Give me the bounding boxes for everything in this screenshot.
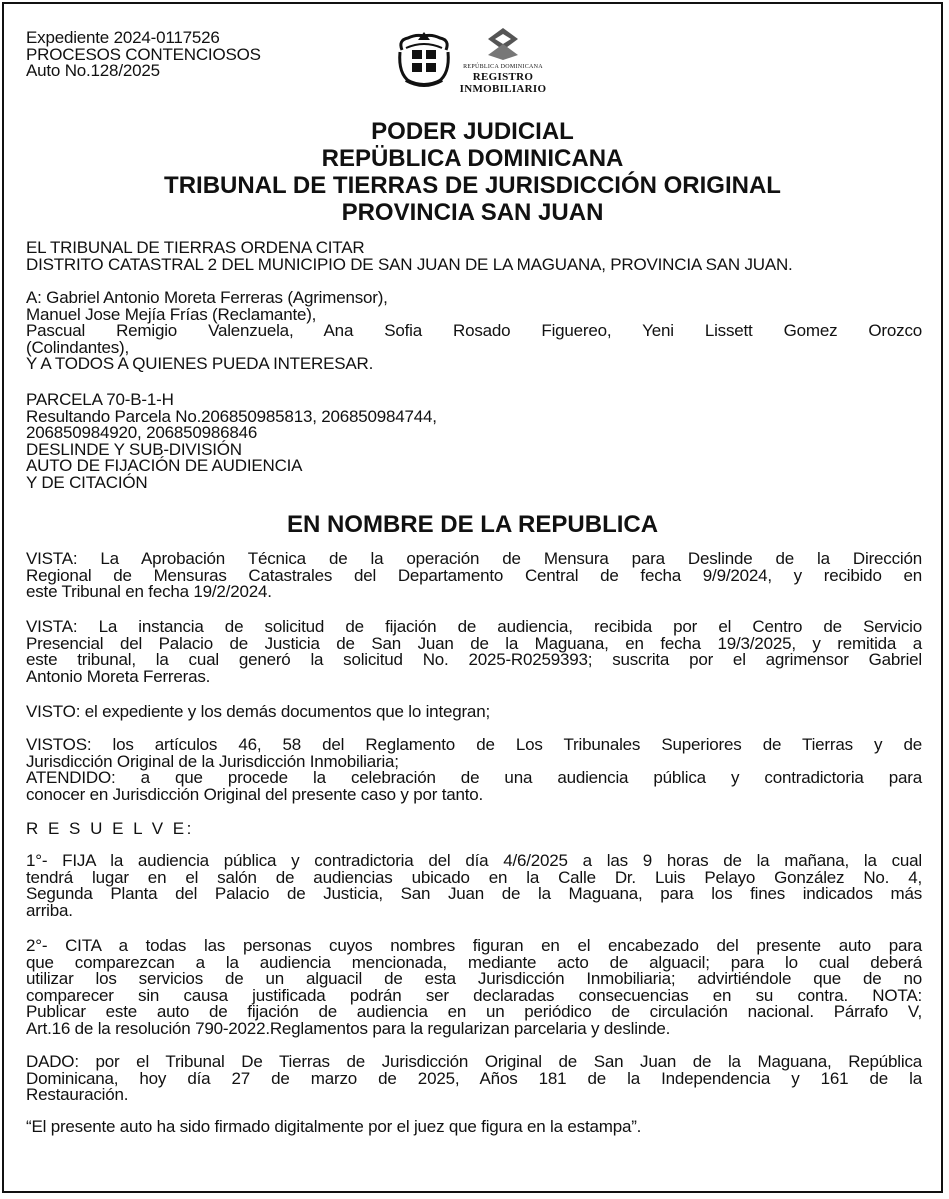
visto-paragraph <box>26 704 922 721</box>
title-line-1: PODER JUDICIAL <box>371 118 574 145</box>
parcel-line-2: Resultando Parcela No.206850985813, 206850984744, <box>26 406 437 426</box>
punto2-line: Art.16 de la resolución 790-2022.Reglamentos para la regularizan parcelaria y deslinde. <box>26 1018 671 1038</box>
parcel-line-6: Y DE CITACIÓN <box>26 472 148 492</box>
process-type: PROCESOS CONTENCIOSOS <box>26 44 261 64</box>
punto1-line: 1°- FIJA la audiencia pública y contradictoria del día 4/6/2025 a las 9 horas de la mañana, la cual <box>26 851 922 870</box>
resuelve-heading: R E S U E L V E: <box>26 819 194 838</box>
logo-country-text: REPÚBLICA DOMINICANA <box>463 64 543 70</box>
title-line-3: TRIBUNAL DE TIERRAS DE JURISDICCIÓN ORIGINAL <box>164 172 781 199</box>
vista1-line: Regional de Mensuras Catastrales del Departamento Central de fecha 9/9/2024, y recibido en <box>26 565 922 585</box>
vista2-line: VISTA: La instancia de solicitud de fijación de audiencia, recibida por el Centro de Servicio <box>26 617 922 636</box>
punto1-line: arriba. <box>26 900 73 920</box>
parcel-line-1: PARCELA 70-B-1-H <box>26 390 174 409</box>
logo-inmobiliario-text: INMOBILIARIO <box>459 83 547 95</box>
logos <box>396 26 556 98</box>
title-line-2: REPÜBLICA DOMINICANA <box>321 145 624 172</box>
citation-intro <box>26 240 922 273</box>
vista2-line: este tribunal, la cual generó la solicitud No. 2025-R0259393; suscrita por el agrimensor Gabriel <box>26 650 922 669</box>
coat-of-arms-icon <box>396 30 452 90</box>
punto-1-paragraph <box>26 853 922 919</box>
punto-2-paragraph <box>26 938 922 1037</box>
document-page <box>2 2 943 1193</box>
punto2-line: utilizar los servicios de un alguacil de esta Jurisdicción Inmobiliaria; advirtiéndole que de no <box>26 969 922 988</box>
vistos-paragraph <box>26 737 922 803</box>
logo-registro-text: REGISTRO <box>472 71 534 83</box>
dado-paragraph <box>26 1054 922 1104</box>
registro-inmobiliario-logo-icon <box>454 26 552 62</box>
registro-inmobiliario-logo <box>454 26 552 98</box>
court-title <box>4 118 941 226</box>
punto2-line: Publicar este auto de fijación de audiencia en un periódico de circulación nacional. Párrafo V, <box>26 1002 922 1021</box>
vista1-line: este Tribunal en fecha 19/2/2024. <box>26 582 272 601</box>
vista-paragraph-1 <box>26 551 922 601</box>
signature-note <box>26 1119 922 1136</box>
signature-line: “El presente auto ha sido firmado digitalmente por el juez que figura en la estampa”. <box>26 1117 642 1136</box>
title-line-4: PROVINCIA SAN JUAN <box>341 199 604 226</box>
punto2-line: 2°- CITA a todas las personas cuyos nombres figuran en el encabezado del presente auto para <box>26 936 922 955</box>
dado-line: Dominicana, hoy día 27 de marzo de 2025, Años 181 de la Independencia y 161 de la <box>26 1068 922 1088</box>
vistos-line: VISTOS: los artículos 46, 58 del Reglamento de Los Tribunales Superiores de Tierras y de <box>26 735 922 754</box>
vistos-line: ATENDIDO: a que procede la celebración de una audiencia pública y contradictoria para <box>26 768 922 787</box>
visto-line: VISTO: el expediente y los demás documentos que lo integran; <box>26 702 490 721</box>
punto2-line: comparecer sin causa justificada podrán ser declaradas consecuencias en su contra. NOTA: <box>26 985 922 1005</box>
parties-line-4: (Colindantes), <box>26 337 130 357</box>
vista2-line: Presencial del Palacio de Justicia de San Juan de la Maguana, en fecha 19/3/2025, y remitida a <box>26 633 922 653</box>
parties-line-3: Pascual Remigio Valenzuela, Ana Sofia Rosado Figuereo, Yeni Lissett Gomez Orozco <box>26 321 922 340</box>
intro-line-2: DISTRITO CATASTRAL 2 DEL MUNICIPIO DE SAN JUAN DE LA MAGUANA, PROVINCIA SAN JUAN. <box>26 254 793 274</box>
parties-line-5: Y A TODOS A QUIENES PUEDA INTERESAR. <box>26 354 374 373</box>
auto-number: Auto No.128/2025 <box>26 61 160 80</box>
punto1-line: tendrá lugar en el salón de audiencias ubicado en la Calle Dr. Luis Pelayo González No. 4, <box>26 867 922 887</box>
vista-paragraph-2 <box>26 619 922 685</box>
parties-line-1: A: Gabriel Antonio Moreta Ferreras (Agrimensor), <box>26 288 388 307</box>
expediente-number: Expediente 2024-0117526 <box>26 28 220 47</box>
vista1-line: VISTA: La Aprobación Técnica de la operación de Mensura para Deslinde de la Dirección <box>26 549 922 568</box>
section-title: EN NOMBRE DE LA REPUBLICA <box>286 511 659 538</box>
vistos-line: conocer en Jurisdicción Original del presente caso y por tanto. <box>26 784 484 804</box>
parcel-line-3: 206850984920, 206850986846 <box>26 423 258 442</box>
dado-line: DADO: por el Tribunal De Tierras de Jurisdicción Original de San Juan de la Maguana, República <box>26 1052 922 1071</box>
vista2-line: Antonio Moreta Ferreras. <box>26 666 211 686</box>
case-header <box>26 30 366 80</box>
parcel-line-4: DESLINDE Y SUB-DIVISIÓN <box>26 439 242 459</box>
intro-line-1: EL TRIBUNAL DE TIERRAS ORDENA CITAR <box>26 238 365 257</box>
parcel-line-5: AUTO DE FIJACIÓN DE AUDIENCIA <box>26 456 303 475</box>
parcel-info <box>26 392 922 491</box>
punto2-line: que comparezcan a la audiencia mencionada, mediante acto de alguacil; para lo cual deberá <box>26 952 922 972</box>
dado-line: Restauración. <box>26 1085 129 1104</box>
parties-list <box>26 290 922 373</box>
punto1-line: Segunda Planta del Palacio de Justicia, San Juan de la Maguana, para los fines indicados más <box>26 884 922 903</box>
vistos-line: Jurisdicción Original de la Jurisdicción Inmobiliaria; <box>26 751 399 771</box>
parties-line-2: Manuel Jose Mejía Frías (Reclamante), <box>26 304 317 324</box>
